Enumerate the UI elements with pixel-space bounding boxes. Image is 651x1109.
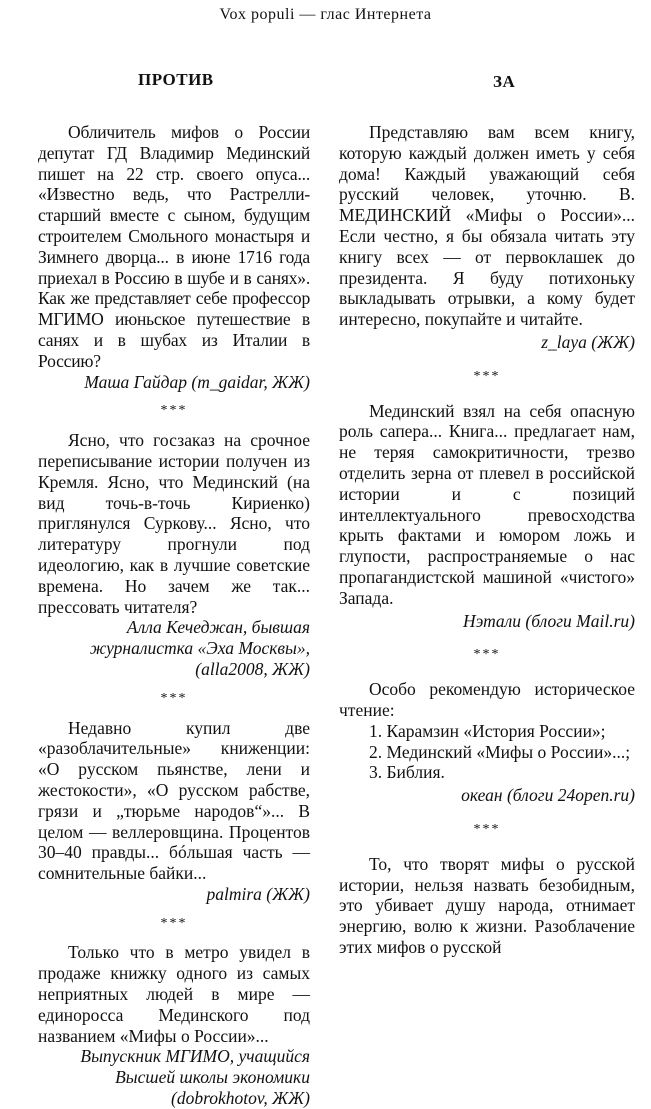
post-signature: Маша Гайдар (m_gaidar, ЖЖ) xyxy=(84,371,310,392)
separator: *** xyxy=(160,403,188,419)
post-text: Ясно, что госзаказ на срочное переписывание истории получен из Кремля. Ясно, что Мединский (на вид точь-в-точь Кириенко) приглянулся Суркову... Ясно, что литературу прогнули под идеологию, как в лучшие советские времена. Но зачем же так... прессовать читателя? xyxy=(38,430,310,617)
separator: *** xyxy=(473,647,501,663)
post-text: Представляю вам всем книгу, которую каждый должен иметь у себя дома! Каждый уважающий себя русский человек, уточню. В. МЕДИНСКИЙ «Мифы о России»... Если честно, я бы обязала читать эту книгу всех — от первоклашек до президента. Я буду потихоньку выкладывать отрывки, а кому будет интересно, покупайте и читайте. xyxy=(339,122,635,330)
separator: *** xyxy=(473,368,501,384)
post-text: То, что творят мифы о русской истории, нельзя назвать безобидным, это убивает душу народа, отнимает энергию, волю к жизни. Разоблачение этих мифов о русской xyxy=(339,853,635,957)
separator: *** xyxy=(160,915,188,931)
post-signature-line: (dobrokhotov, ЖЖ) xyxy=(171,1088,310,1109)
post-text: Мединский взял на себя опасную роль сапера... Книга... предлагает нам, не теряя самокритичности, трезво отделить зерна от плевел в российской истории и с позиций интеллектуального превосходства крыть фактами и юмором ложь и глупости, распространяемые о нас пропагандистской машиной «чистого» Запада. xyxy=(339,400,635,608)
against-heading: ПРОТИВ xyxy=(138,70,214,89)
post-text: Только что в метро увидел в продаже книжку одного из самых неприятных людей в мире — единоросса Мединского под названием «Мифы о России»... xyxy=(38,942,310,1046)
post-text: Обличитель мифов о России депутат ГД Владимир Мединский пишет на 22 стр. своего опуса... «Известно ведь, что Растрелли-старший вместе с сыном, будущим строителем Смольного монастыря и Зимнего дворца... в июне 1716 года приехал в Россию в шубе и в санях». Как же представляет себе профессор МГИМО июньское путешествие в санях и в шубах из Италии в Россию? xyxy=(38,122,310,371)
separator: *** xyxy=(473,821,501,837)
post xyxy=(339,122,635,353)
post xyxy=(38,122,310,392)
post-signature: океан (блоги 24open.ru) xyxy=(461,785,635,806)
against-posts xyxy=(38,122,310,1109)
list-item: 3. Библия. xyxy=(369,762,445,783)
post xyxy=(339,854,635,958)
post-signature: Алла Кечеджан, бывшая журналистка «Эха Москвы», (alla2008, ЖЖ) xyxy=(89,617,310,679)
post xyxy=(38,430,310,680)
post xyxy=(339,401,635,632)
for-heading: ЗА xyxy=(493,72,516,91)
separator: *** xyxy=(160,690,188,706)
for-posts xyxy=(339,122,635,958)
list-item: 1. Карамзин «История России»; xyxy=(369,720,606,741)
post xyxy=(38,942,310,1108)
post-signature: Нэтали (блоги Mail.ru) xyxy=(462,610,635,631)
post-intro: Особо рекомендую историческое чтение: xyxy=(339,679,635,720)
post-signature: palmira (ЖЖ) xyxy=(206,883,310,904)
post-signature: z_laya (ЖЖ) xyxy=(541,331,635,352)
post-signature-line: Высшей школы экономики xyxy=(115,1067,310,1088)
post xyxy=(339,679,635,806)
post-signature-line: Выпускник МГИМО, учащийся xyxy=(80,1046,310,1067)
post-text: Недавно купил две «разоблачительные» книженции: «О русском пьянстве, лени и жестокости», «О русском рабстве, грязи и „тюрьме народов“»... В целом — веллеровщина. Процентов 30–40 правды... бóльшая часть — сомнительные байки... xyxy=(38,717,310,884)
post xyxy=(38,718,310,905)
running-title: Vox populi — глас Интернета xyxy=(219,6,432,23)
list-item: 2. Мединский «Мифы о России»...; xyxy=(369,741,631,762)
